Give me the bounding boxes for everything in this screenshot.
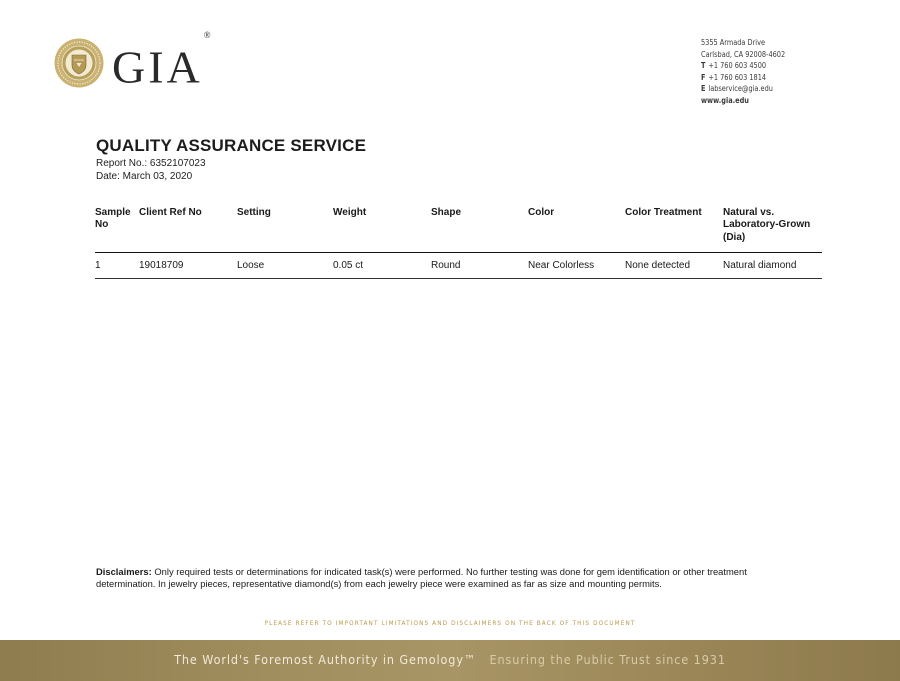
- gia-wordmark: GIA®: [112, 30, 211, 93]
- column-header: Natural vs. Laboratory-Grown (Dia): [723, 207, 811, 243]
- table-cell: 0.05 ct: [333, 260, 364, 271]
- column-header: Sample No: [95, 207, 131, 231]
- column-header: Color Treatment: [625, 207, 702, 218]
- table-cell: 19018709: [139, 260, 184, 271]
- lab-address: [701, 37, 785, 107]
- table-row: [95, 253, 822, 279]
- address-line: 5355 Armada Drive: [701, 38, 766, 47]
- results-table: [95, 206, 822, 279]
- column-header: Client Ref No: [139, 207, 202, 218]
- report-meta: [96, 158, 206, 183]
- email-link[interactable]: labservice@gia.edu: [708, 84, 773, 94]
- table-cell: None detected: [625, 260, 691, 271]
- column-header: Color: [528, 207, 555, 218]
- column-header: Weight: [333, 207, 367, 218]
- fax-line: F +1 760 603 1814: [701, 72, 767, 82]
- limitations-note: PLEASE REFER TO IMPORTANT LIMITATIONS AND DISCLAIMERS ON THE BACK OF THIS DOCUMENT: [264, 619, 636, 627]
- phone-line: T +1 760 603 4500: [701, 61, 767, 71]
- table-cell: Loose: [237, 260, 265, 271]
- disclaimer-label: Disclaimers:: [96, 566, 152, 577]
- table-cell: 1: [95, 260, 101, 271]
- table-header-row: [95, 206, 822, 253]
- disclaimer-text: Disclaimers: Only required tests or determinations for indicated task(s) were performed. No further testing was done for gem identification or other treatment determination. In jewelry pieces, representative diamond(s) from each jewelry piece were examined as far as size and mounting permits.: [96, 566, 747, 589]
- address-line: Carlsbad, CA 92008-4602: [701, 49, 786, 59]
- report-title: QUALITY ASSURANCE SERVICE: [96, 136, 367, 155]
- email-line: E labservice@gia.edu: [701, 84, 773, 94]
- report-date: Date: March 03, 2020: [96, 170, 193, 182]
- table-cell: Round: [431, 260, 461, 271]
- column-header: Setting: [237, 207, 271, 218]
- gia-seal-icon: [54, 38, 104, 88]
- table-cell: Near Colorless: [528, 260, 595, 271]
- report-number: Report No.: 6352107023: [96, 158, 206, 169]
- footer-tagline: The World's Foremost Authority in Gemology™ Ensuring the Public Trust since 1931: [174, 652, 726, 667]
- footer-band: [0, 640, 900, 681]
- website-link[interactable]: www.gia.edu: [701, 95, 749, 105]
- table-cell: Natural diamond: [723, 260, 797, 271]
- column-header: Shape: [431, 207, 462, 218]
